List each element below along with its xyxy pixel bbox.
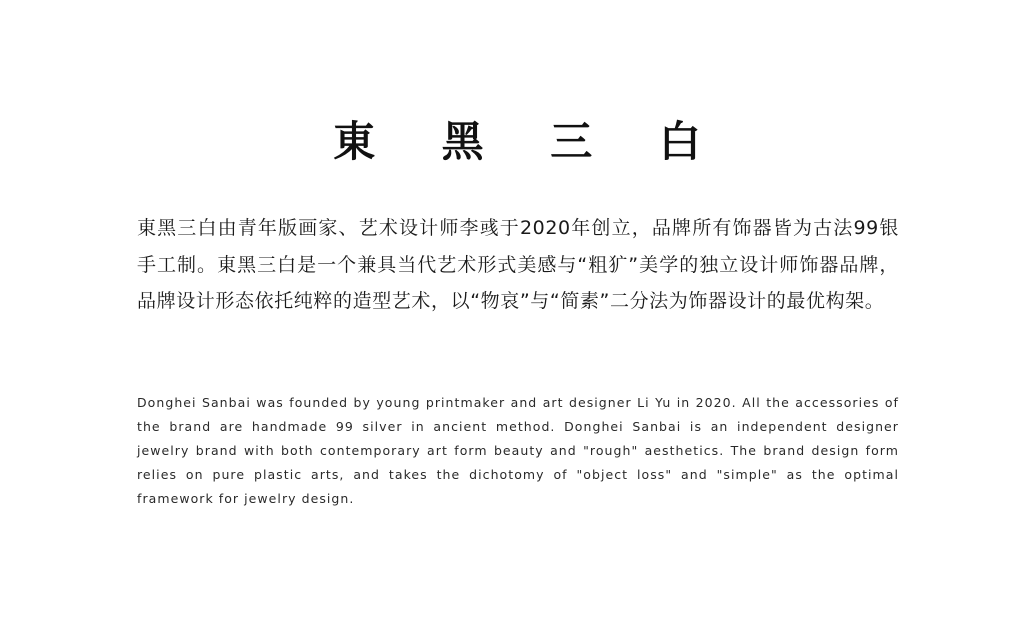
english-description: Donghei Sanbai was founded by young printmaker and art designer Li Yu in 2020. All the accessories of the brand are handmade 99 silver in ancient method. Donghei Sanbai is an independent designer jewelry brand with both contemporary art form beauty and "rough" aesthetics. The brand design form relies on pure plastic arts, and takes the dichotomy of "object loss" and "simple" as the optimal framework for jewelry design. <box>137 395 899 506</box>
brand-title: 東 黑 三 白 <box>333 117 727 167</box>
chinese-description: 東黑三白由青年版画家、艺术设计师李彧于2020年创立，品牌所有饰器皆为古法99银手工制。東黑三白是一个兼具当代艺术形式美感与“粗犷”美学的独立设计师饰器品牌，品牌设计形态依托纯粹的造型艺术，以“物哀”与“简素”二分法为饰器设计的最优构架。 <box>137 217 899 312</box>
